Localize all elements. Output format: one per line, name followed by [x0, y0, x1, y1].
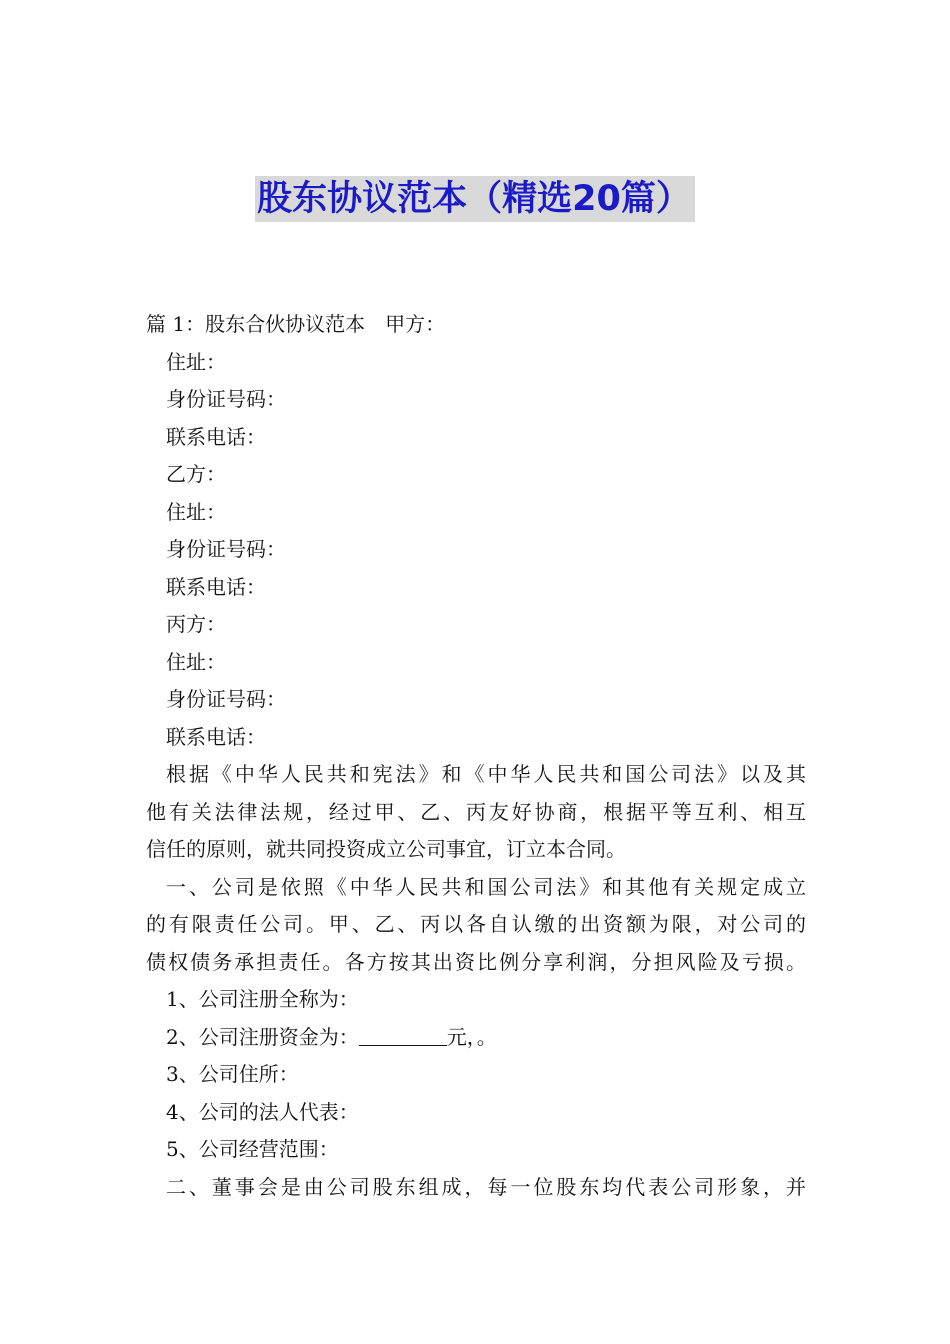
party-c-phone: 联系电话： — [166, 724, 266, 749]
party-b-label: 乙方： — [166, 462, 226, 486]
preamble-line-1: 根据《中华人民共和宪法》和《中华人民共和国公司法》以及其 — [166, 762, 806, 786]
article-1-line-1: 一、公司是依照《中华人民共和国公司法》和其他有关规定成立 — [166, 874, 806, 899]
party-c-address: 住址： — [166, 649, 226, 674]
item-company-address: 3、公司住所： — [166, 1062, 299, 1086]
party-a-phone: 联系电话： — [166, 424, 266, 449]
article-2-line-1: 二、董事会是由公司股东组成，每一位股东均代表公司形象，并 — [166, 1174, 806, 1199]
registered-capital-blank — [359, 1023, 447, 1046]
party-c-id-number: 身份证号码： — [166, 687, 286, 711]
party-b-phone: 联系电话： — [166, 574, 266, 599]
item-business-scope: 5、公司经营范围： — [166, 1137, 339, 1161]
party-b-address: 住址： — [166, 499, 226, 524]
item-legal-representative: 4、公司的法人代表： — [166, 1099, 359, 1124]
item-company-name: 1、公司注册全称为： — [166, 987, 359, 1011]
document-title: 股东协议范本（精选20篇） — [255, 176, 695, 222]
preamble-line-3: 信任的原则，就共同投资成立公司事宜，订立本合同。 — [146, 837, 626, 861]
registered-capital-label: 2、公司注册资金为： — [166, 1024, 359, 1049]
registered-capital-unit: 元，。 — [446, 1024, 497, 1049]
preamble-line-2: 他有关法律法规，经过甲、乙、丙友好协商，根据平等互利、相互 — [146, 799, 806, 824]
party-b-id-number: 身份证号码： — [166, 537, 286, 561]
title-container — [0, 176, 950, 222]
party-c-label: 丙方： — [166, 612, 226, 636]
item-registered-capital — [146, 1019, 806, 1057]
party-a-id-number: 身份证号码： — [166, 387, 286, 411]
party-a-address: 住址： — [166, 349, 226, 374]
document-body — [146, 306, 806, 1206]
article-1-line-2: 的有限责任公司。甲、乙、丙以各自认缴的出资额为限，对公司的 — [146, 912, 806, 936]
article-1-line-3: 债权债务承担责任。各方按其出资比例分享利润，分担风险及亏损。 — [146, 949, 806, 974]
section-heading: 篇 1：股东合伙协议范本 甲方： — [146, 312, 446, 336]
